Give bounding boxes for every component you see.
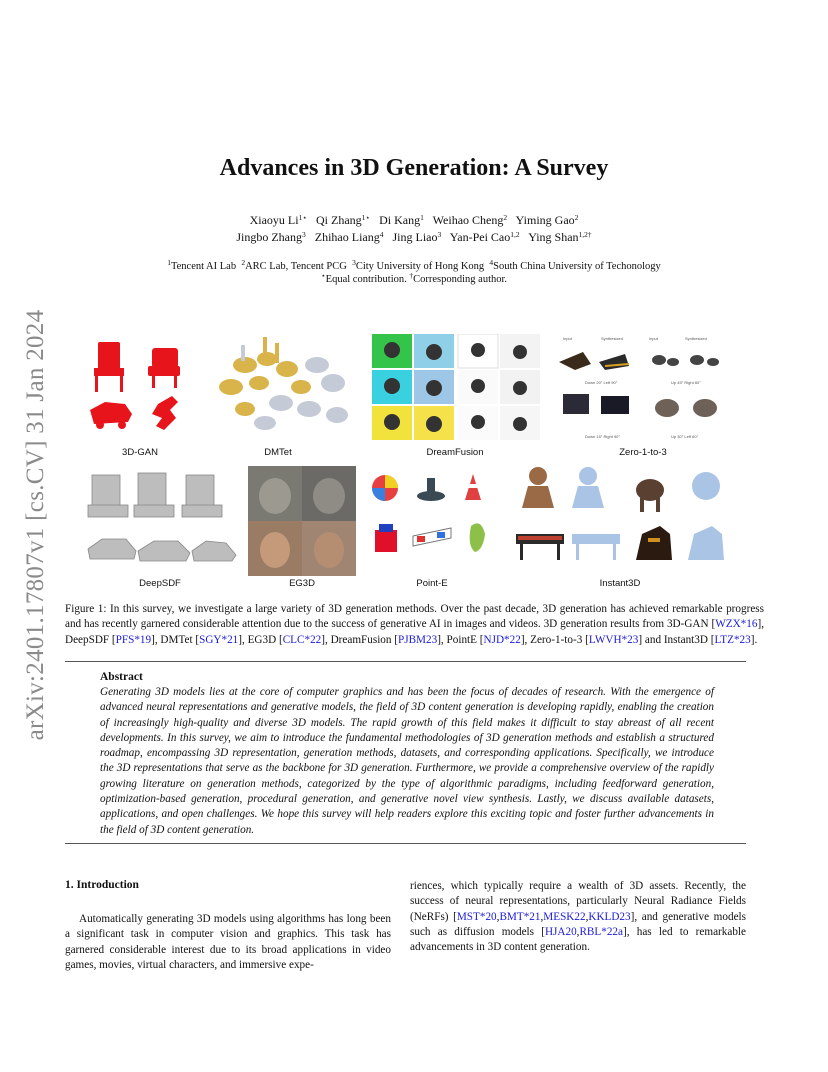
author: Di Kang (379, 213, 421, 227)
panel-label-dreamfusion: DreamFusion (426, 447, 484, 458)
author: Zhihao Liang (314, 230, 380, 244)
divider (65, 843, 746, 844)
zero123-overlay-label: Synthesized (685, 336, 707, 341)
zero123-overlay-label: Up 30° Left 60° (671, 434, 699, 439)
panel-label-zero123: Zero-1-to-3 (619, 447, 667, 458)
author: Weihao Cheng (432, 213, 504, 227)
panel-label-pointe: Point-E (416, 578, 448, 589)
citation-link[interactable]: CLC*22 (282, 633, 322, 646)
citation-link[interactable]: NJD*22 (483, 633, 521, 646)
author: Ying Shan (528, 230, 579, 244)
panel-deepsdf-image (80, 465, 240, 575)
author-notes: ⋆Equal contribution. †Corresponding author. (320, 271, 508, 285)
author-line-2: Jingbo Zhang$^3$ Zhihao Liang$^4$ Jing Liao$^3$ Yan-Pei Cao$^{1,2}$ Ying Shan$^{1,2\dagger}$ (236, 230, 592, 244)
citation-link[interactable]: PJBM23 (398, 633, 438, 646)
intro-left-column: Automatically generating 3D models using algorithms has long been a significant task in computer vision and graphics. This task has garnered considerable interest due to its broad applications in video games, movies, virtual characters, and immersive expe- (65, 913, 391, 971)
citation-link[interactable]: PFS*19 (115, 633, 152, 646)
author-line-1: Xiaoyu $Li^{1⋆}$ Qi Zhang$^{1⋆}$ Di Kang$^1$ Weihao Cheng$^2$ Yiming Gao$^2$ (249, 213, 579, 227)
panel-3dgan-image (80, 330, 200, 440)
figure-caption: Figure 1: In this survey, we investigate a large variety of 3D generation methods. Over the past decade, 3D generation has achieved remarkable progress and has recently garnered considerable attention due to the success of generative AI in images and videos. 3D generation results from 3D-GAN [WZX*16], DeepSDF [PFS*19], DMTet [SGY*21], EG3D [CLC*22], DreamFusion [PJBM23], PointE [NJD*22], Zero-1-to-3 [LWVH*23] and Instant3D [LTZ*23]. (65, 603, 764, 646)
citation-link[interactable]: BMT*21 (499, 910, 541, 923)
citation-link[interactable]: HJA20 (544, 925, 577, 938)
author: Jingbo Zhang (236, 230, 302, 244)
abstract-heading: Abstract (100, 671, 143, 683)
panel-dmtet-image (205, 325, 355, 440)
panel-pointe-image (365, 466, 500, 576)
panel-label-deepsdf: DeepSDF (139, 578, 181, 589)
citation-link[interactable]: WZX*16 (715, 618, 758, 631)
intro-right-column: riences, which typically require a wealth of 3D assets. Recently, the success of neural representations, particularly Neural Radiance Fields (NeRFs) [MST*20,BMT*21,MESK22,KKLD23], and generative models such as diffusion models [HJA20,RBL*22a], has led to remarkable advancements in 3D content generation. (410, 880, 746, 954)
panel-eg3d-image (248, 466, 356, 576)
panel-label-dmtet: DMTet (264, 447, 292, 458)
panel-zero123-image (555, 334, 727, 442)
zero123-overlay-label: Down 15° Right 90° (585, 434, 620, 439)
abstract-body: Generating 3D models lies at the core of computer graphics and has been the focus of decades of research. With the emergence of advanced neural representations and generative models, the field of 3D content generation is developing rapidly, enabling the creation of increasingly high-quality and diverse 3D models. The rapid growth of this field makes it difficult to stay abreast of all recent developments. In this survey, we aim to introduce the fundamental methodologies of 3D generation methods and establish a structured roadmap, encompassing 3D representation, generation methods, datasets, and corresponding applications. Specifically, we introduce the 3D representations that serve as the backbone for 3D generation. Furthermore, we provide a comprehensive overview of the rapidly growing literature on generation methods, categorized by the type of algorithmic paradigms, including feedforward generation, optimization-based generation, procedural generation, and generative novel view synthesis. Lastly, we discuss available datasets, applications, and open challenges. We hope this survey will help readers explore this exciting topic and foster further advancements in the field of 3D content generation. (100, 686, 714, 836)
author: Yiming Gao (515, 213, 575, 227)
zero123-overlay-label: Synthesized (601, 336, 623, 341)
author: Qi Zhang (316, 213, 362, 227)
arxiv-identifier: arXiv:2401.17807v1 [cs.CV] 31 Jan 2024 (22, 309, 49, 741)
divider (65, 661, 746, 662)
panel-instant3d-image (510, 464, 730, 576)
affiliations: $^1$Tencent AI Lab $^2$ARC Lab, Tencent PCG $^3$City University of Hong Kong $^4$South China University of Techonology (167, 258, 661, 272)
zero123-overlay-label: Input (563, 336, 572, 341)
arxiv-stamp (16, 290, 56, 760)
zero123-overlay-label: Up 45° Right 60° (671, 380, 701, 385)
citation-link[interactable]: SGY*21 (199, 633, 239, 646)
citation-link[interactable]: KKLD23 (588, 910, 631, 923)
paper-title: Advances in 3D Generation: A Survey (219, 155, 609, 181)
zero123-overlay-label: Input (649, 336, 658, 341)
citation-link[interactable]: LWVH*23 (588, 633, 639, 646)
author: Xiaoyu Li (249, 213, 299, 227)
author: Jing Liao (392, 230, 438, 244)
section-heading: 1. Introduction (65, 879, 139, 891)
zero123-overlay-label: Down 20° Left 90° (585, 380, 618, 385)
author: Yan-Pei Cao (449, 230, 511, 244)
panel-dreamfusion-image (372, 334, 540, 442)
citation-link[interactable]: MESK22 (543, 910, 586, 923)
citation-link[interactable]: LTZ*23 (714, 633, 751, 646)
panel-label-eg3d: EG3D (289, 578, 315, 589)
panel-label-instant3d: Instant3D (599, 578, 641, 589)
panel-label-3dgan: 3D-GAN (122, 447, 158, 458)
citation-link[interactable]: RBL*22a (579, 925, 623, 938)
citation-link[interactable]: MST*20 (456, 910, 497, 923)
